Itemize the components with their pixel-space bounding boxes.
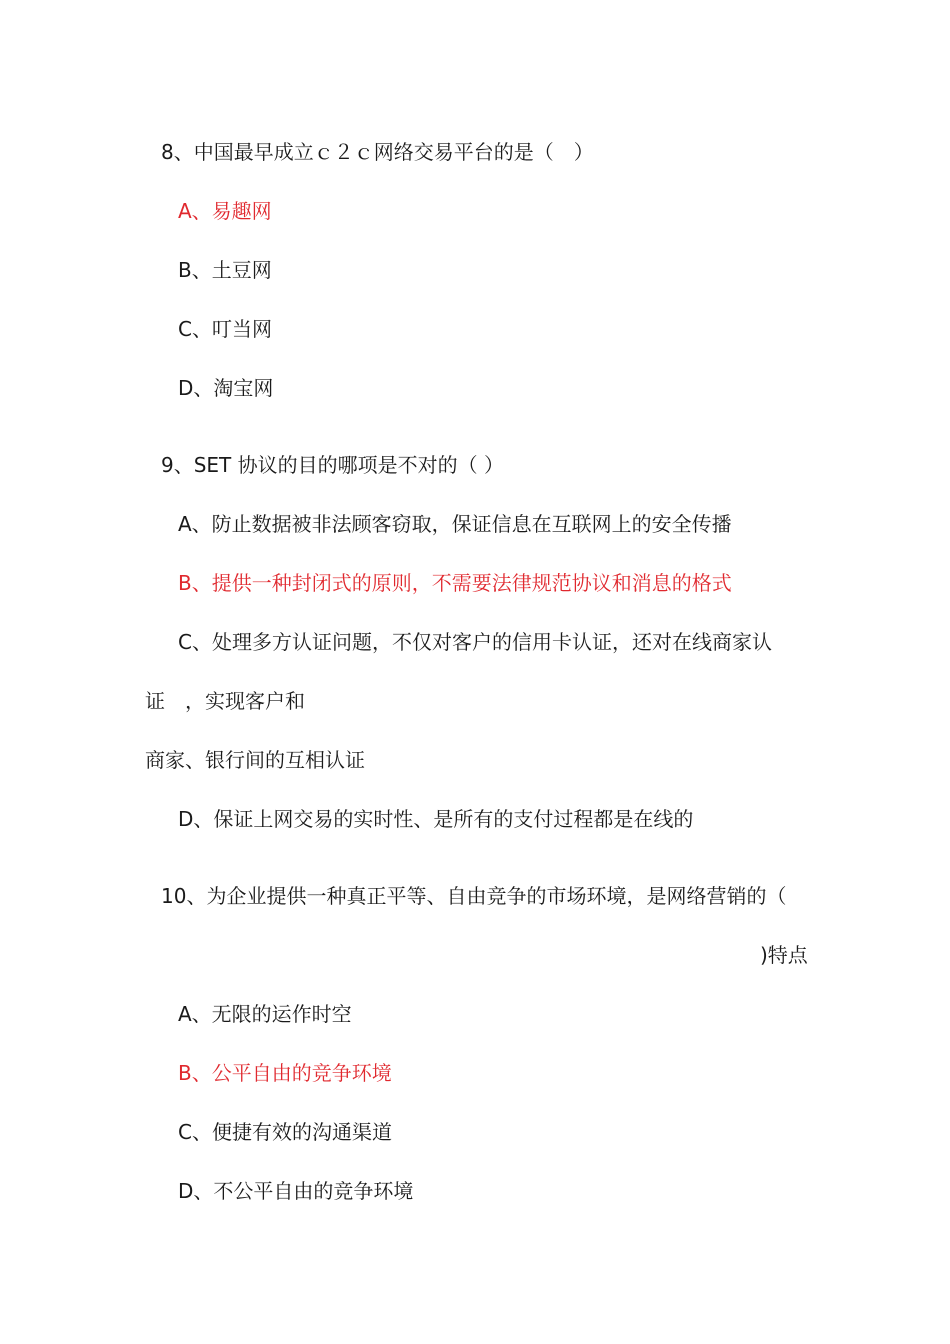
question-10-option-b: B、公平自由的竞争环境 <box>178 1061 392 1085</box>
question-10-option-c: C、便捷有效的沟通渠道 <box>178 1120 392 1144</box>
question-10-option-d: D、不公平自由的竞争环境 <box>178 1179 414 1203</box>
question-9-option-a: A、防止数据被非法顾客窃取，保证信息在互联网上的安全传播 <box>178 512 732 536</box>
question-8-option-c: C、叮当网 <box>178 317 272 341</box>
question-10-stem-end: )特点 <box>760 943 808 967</box>
question-8-stem: 8、中国最早成立ｃ２ｃ网络交易平台的是（ ） <box>161 140 594 164</box>
question-8-option-d: D、淘宝网 <box>178 376 274 400</box>
question-10-option-a: A、无限的运作时空 <box>178 1002 352 1026</box>
question-9-option-d: D、保证上网交易的实时性、是所有的支付过程都是在线的 <box>178 807 694 831</box>
question-9-stem: 9、SET 协议的目的哪项是不对的（ ） <box>161 453 504 477</box>
question-8-option-b: B、土豆网 <box>178 258 272 282</box>
question-9-option-c: C、处理多方认证问题，不仅对客户的信用卡认证，还对在线商家认 <box>178 630 772 654</box>
question-9-option-c-continuation-2: 商家、银行间的互相认证 <box>145 748 365 772</box>
question-9-option-b: B、提供一种封闭式的原则，不需要法律规范协议和消息的格式 <box>178 571 732 595</box>
question-8-option-a: A、易趣网 <box>178 199 272 223</box>
question-10-stem: 10、为企业提供一种真正平等、自由竞争的市场环境，是网络营销的（ <box>161 884 787 908</box>
question-9-option-c-continuation-1: 证 ，实现客户和 <box>145 689 305 713</box>
